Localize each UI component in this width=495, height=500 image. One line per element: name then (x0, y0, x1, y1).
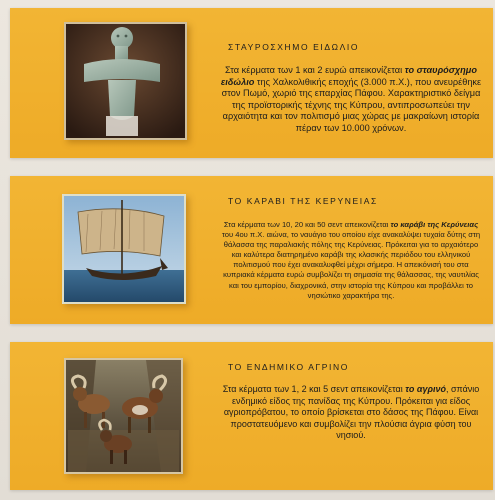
section-title: ΤΟ ΕΝΔΗΜΙΚΟ ΑΓΡΙΝΟ (228, 362, 349, 372)
section-mouflon (10, 342, 493, 490)
section-description: Στα κέρματα των 1 και 2 ευρώ απεικονίζεται το σταυρόσχημο ειδώλιο της Χαλκολιθικής εποχής (3.000 π.Χ.), που ανευρέθηκε στον Πωμό, χωριό της επαρχίας Πάφου. Χαρακτηριστικό δείγμα της προϊστορικής τέχνης της Κύπρου, αντιπροσωπεύει την αρχαιότητα και τον πολιτισμό μιας χώρας με μακραίωνη ιστορία πέραν των 10.000 χρόνων. (220, 65, 482, 133)
section-description: Στα κέρματα των 10, 20 και 50 σεντ απεικονίζεται το καράβι της Κερύνειας του 4ου π.Χ. αιώνα, το ναυάγιο του οποίου είχε ανακαλύψει τυχαία δύτης στη θάλασσα της παραλιακής πόλης της Κερύνειας. Πρόκειται για το αρχαιότερο και καλύτερα διατηρημένο καράβι της κλασικής περιόδου του ελληνικού πολιτισμού που έχει ανακαλυφθεί μέχρι σήμερα. Η απεικόνισή του στα κυπριακά κέρματα ευρώ συμβολίζει τη σημασία της θάλασσας, της ναυτιλίας και του εμπορίου, διαχρονικά, στην ιστορία της Κύπρου και προβάλλει το νησιώτικο χαρακτήρα της. (221, 220, 481, 300)
highlight-term: το καράβι της Κερύνειας (390, 220, 479, 229)
highlight-term: το σταυρόσχημο ειδώλιο (220, 65, 477, 87)
kyrenia-ship-image (64, 196, 184, 302)
section-title: ΤΟ ΚΑΡΑΒΙ ΤΗΣ ΚΕΡΥΝΕΙΑΣ (228, 196, 378, 206)
mouflon-photo (64, 358, 183, 474)
section-description: Στα κέρματα των 1, 2 και 5 σεντ απεικονίζεται το αγρινό, σπάνιο ενδημικό είδος της πανίδας της Κύπρου. Πρόκειται για είδος αγριοπρόβατου, το οποίο βρίσκεται στο δάσος της Πάφου. Είναι προστατευόμενο και συμβολίζει την πλούσια άγρια φύση του νησιού. (222, 384, 480, 441)
section-cruciform-idol (10, 8, 493, 158)
highlight-term: το αγρινό (405, 384, 446, 394)
cruciform-idol-photo (64, 22, 187, 140)
section-title: ΣΤΑΥΡΟΣΧΗΜΟ ΕΙΔΩΛΙΟ (228, 42, 360, 52)
cruciform-idol-image (66, 24, 185, 138)
kyrenia-ship-photo (62, 194, 186, 304)
mouflon-image (66, 360, 181, 472)
section-kyrenia-ship (10, 176, 493, 324)
